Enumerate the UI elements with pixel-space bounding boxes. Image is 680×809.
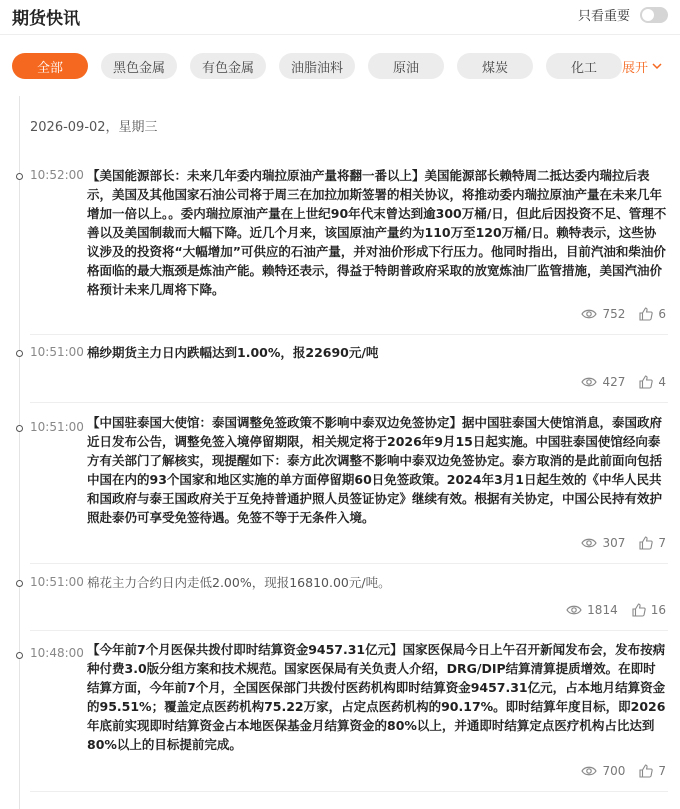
like-button[interactable]: 4: [639, 375, 666, 389]
like-button[interactable]: 6: [639, 307, 666, 321]
news-stats: [552, 603, 666, 617]
eye-icon: [566, 604, 582, 616]
tab-oils-oilseeds[interactable]: 油脂油料: [279, 53, 355, 79]
eye-icon: [581, 537, 597, 549]
news-content[interactable]: 【美国能源部长：未来几年委内瑞拉原油产量将翻一番以上】美国能源部长赖特周二抵达委内瑞拉后表示，美国及其他国家石油公司将于周三在加拉加斯签署的相关协议，将推动委内瑞拉原油产量在未来几年增加一倍以上。。委内瑞拉原油产量在上世纪90年代末曾达到逾300万桶/日，但此后因投资不足、管理不善以及美国制裁而大幅下降。近几个月来，该国原油产量约为110万至120万桶/日。赖特表示，这些协议涉及的投资将“大幅增加”可供应的石油产量，并对油价形成下行压力。他同时指出，目前汽油和柴油价格面临的最大瓶颈是炼油产能。赖特还表示，得益于特朗普政府采取的放宽炼油厂监管措施，美国汽油价格预计未来几周将下降。: [87, 168, 667, 297]
tab-all[interactable]: 全部: [12, 53, 88, 79]
tab-coal[interactable]: 煤炭: [457, 53, 533, 79]
expand-button[interactable]: [622, 53, 662, 79]
item-divider: [30, 791, 668, 792]
timeline-dot: [16, 652, 23, 659]
view-count: 307: [581, 536, 625, 550]
page-title: 期货快讯: [12, 9, 80, 29]
important-only-control[interactable]: [578, 5, 668, 24]
view-count: 427: [581, 375, 625, 389]
news-time: 10:51:00: [30, 575, 84, 589]
news-stats: [567, 764, 666, 778]
important-only-label: 只看重要: [577, 9, 630, 24]
tab-crude-oil[interactable]: 原油: [368, 53, 444, 79]
view-count: 1814: [566, 603, 618, 617]
news-content[interactable]: 【中国驻泰国大使馆：泰国调整免签政策不影响中泰双边免签协定】据中国驻泰国大使馆消息，泰国政府近日发布公告，调整免签入境停留期限，相关规定将于2026年9月15日起实施。中国驻泰国使馆经向泰方有关部门了解核实，现提醒如下：泰方此次调整不影响中泰双边免签协定。泰方取消的是此前面向包括中国在内的93个国家和地区实施的单方面停留期60日免签政策。2024年3月1日起生效的《中华人民共和国政府与泰王国政府关于互免持普通护照人员签证协定》继续有效。根据有关协定，中国公民持有效护照赴泰仍可享受免签待遇。免签不等于无条件入境。: [87, 415, 663, 525]
item-divider: [30, 630, 668, 631]
like-button[interactable]: 7: [639, 764, 666, 778]
news-stats: [567, 307, 666, 321]
item-divider: [30, 563, 668, 564]
tab-chemicals[interactable]: 化工: [546, 53, 622, 79]
thumbs-up-icon: [639, 536, 653, 550]
news-time: 10:51:00: [30, 345, 84, 359]
news-stats: [567, 375, 666, 389]
view-count: 700: [581, 764, 625, 778]
eye-icon: [581, 376, 597, 388]
news-content[interactable]: 棉花主力合约日内走低2.00%，现报16810.00元/吨。: [87, 575, 391, 590]
category-tabs: [12, 53, 635, 79]
header: [0, 0, 680, 30]
like-button[interactable]: 16: [632, 603, 666, 617]
tab-nonferrous-metals[interactable]: 有色金属: [190, 53, 266, 79]
thumbs-up-icon: [632, 603, 646, 617]
news-time: 10:51:00: [30, 420, 84, 434]
news-stats: [567, 536, 666, 550]
eye-icon: [581, 765, 597, 777]
important-only-toggle[interactable]: [640, 7, 668, 23]
date-heading: 2026-09-02，星期三: [30, 120, 158, 135]
news-content[interactable]: 棉纱期货主力日内跌幅达到1.00%，报22690元/吨: [87, 345, 379, 360]
header-divider: [0, 34, 680, 35]
timeline-line: [19, 96, 20, 809]
eye-icon: [581, 308, 597, 320]
item-divider: [30, 402, 668, 403]
news-time: 10:48:00: [30, 646, 84, 660]
item-divider: [30, 334, 668, 335]
view-count: 752: [581, 307, 625, 321]
thumbs-up-icon: [639, 375, 653, 389]
chevron-down-icon: [652, 61, 662, 71]
timeline-dot: [16, 425, 23, 432]
like-button[interactable]: 7: [639, 536, 666, 550]
toggle-knob: [642, 9, 654, 21]
thumbs-up-icon: [639, 307, 653, 321]
timeline-dot: [16, 580, 23, 587]
tab-ferrous-metals[interactable]: 黑色金属: [101, 53, 177, 79]
timeline-dot: [16, 173, 23, 180]
timeline-dot: [16, 350, 23, 357]
expand-label: 展开: [622, 60, 649, 76]
news-content[interactable]: 【今年前7个月医保共拨付即时结算资金9457.31亿元】国家医保局今日上午召开新闻发布会，发布按病种付费3.0版分组方案和技术规范。国家医保局有关负责人介绍，DRG/DIP结算清算提质增效。在即时结算方面，今年前7个月，全国医保部门共拨付医药机构即时结算资金9457.31亿元，占本地月结算资金的95.51%；覆盖定点医药机构75.22万家，占定点医药机构的90.17%。即时结算年度目标，即2026年底前实现即时结算资金占本地医保基金月结算资金的80%以上，并通即时结算定点医疗机构占比达到80%以上的目标提前完成。: [87, 642, 666, 752]
news-time: 10:52:00: [30, 168, 84, 182]
thumbs-up-icon: [639, 764, 653, 778]
